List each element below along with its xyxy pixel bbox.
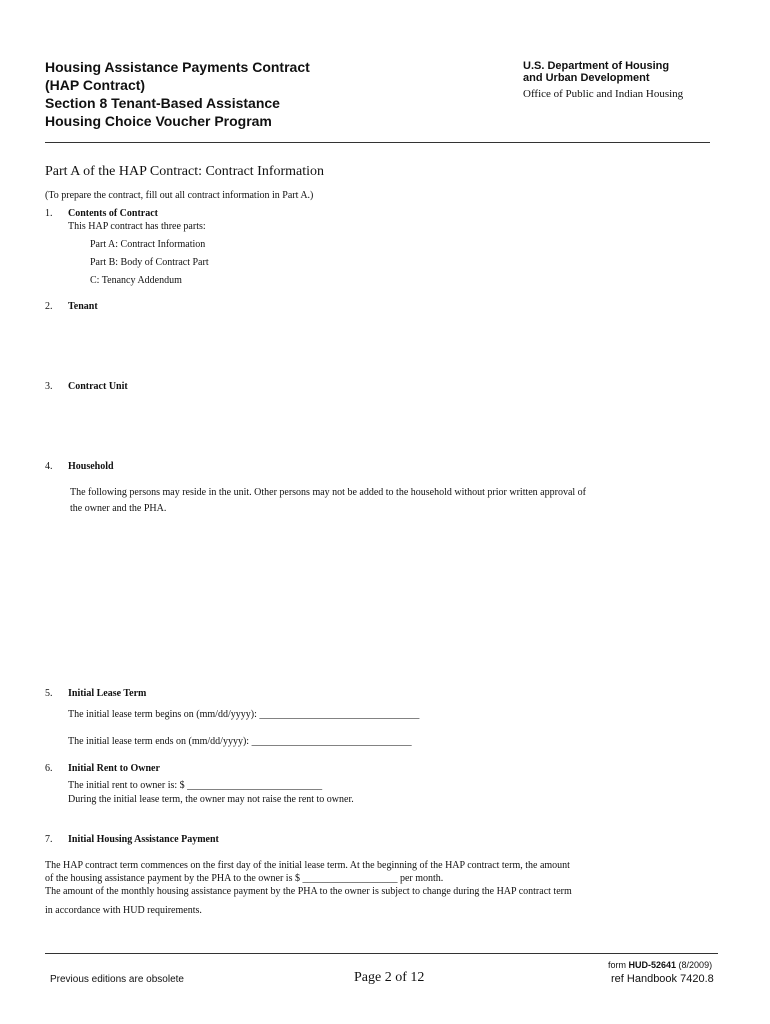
- section-2-title: Tenant: [68, 301, 98, 312]
- section-3-title: Contract Unit: [68, 381, 128, 392]
- section-3-number: 3.: [45, 381, 53, 392]
- section-4-title: Household: [68, 461, 114, 472]
- lease-begins-field[interactable]: The initial lease term begins on (mm/dd/yyyy): ________________________________: [68, 709, 420, 720]
- handbook-reference: ref Handbook 7420.8: [611, 973, 714, 985]
- office-name: Office of Public and Indian Housing: [523, 88, 684, 100]
- form-number: [608, 960, 712, 970]
- hap-text-line-3: The amount of the monthly housing assistance payment by the PHA to the owner is subject to change during the HAP contract term: [45, 886, 572, 897]
- section-7-title: Initial Housing Assistance Payment: [68, 834, 219, 845]
- section-5-title: Initial Lease Term: [68, 688, 147, 699]
- part-a-instruction: (To prepare the contract, fill out all contract information in Part A.): [45, 190, 314, 201]
- contract-part-a: Part A: Contract Information: [90, 239, 206, 250]
- section-6-title: Initial Rent to Owner: [68, 763, 160, 774]
- part-a-heading: Part A of the HAP Contract: Contract Information: [45, 164, 325, 179]
- section-4-number: 4.: [45, 461, 53, 472]
- contract-part-b: Part B: Body of Contract Part: [90, 257, 209, 268]
- household-text-line-2: the owner and the PHA.: [70, 503, 167, 514]
- hap-text-line-2-amount-field[interactable]: of the housing assistance payment by the PHA to the owner is $ ___________________ per month.: [45, 873, 444, 884]
- contract-part-c: C: Tenancy Addendum: [90, 275, 182, 286]
- initial-rent-field[interactable]: The initial rent to owner is: $ ___________________________: [68, 780, 323, 791]
- hap-text-line-1: The HAP contract term commences on the first day of the initial lease term. At the beginning of the HAP contract term, the amount: [45, 860, 570, 871]
- section-1-intro: This HAP contract has three parts:: [68, 221, 206, 232]
- title-line-2: (HAP Contract): [45, 77, 146, 93]
- section-6-number: 6.: [45, 763, 53, 774]
- lease-ends-field[interactable]: The initial lease term ends on (mm/dd/yyyy): ________________________________: [68, 736, 412, 747]
- form-prefix: form: [608, 960, 629, 970]
- obsolete-notice: Previous editions are obsolete: [50, 974, 184, 985]
- section-2-number: 2.: [45, 301, 53, 312]
- contract-title: [45, 58, 310, 130]
- section-1-number: 1.: [45, 208, 53, 219]
- title-line-4: Housing Choice Voucher Program: [45, 113, 272, 129]
- page-number: Page 2 of 12: [354, 970, 425, 985]
- header-divider: [45, 142, 710, 143]
- footer-divider: [45, 953, 718, 954]
- form-date: (8/2009): [676, 960, 713, 970]
- household-text-line-1: The following persons may reside in the unit. Other persons may not be added to the household without prior written approval of: [70, 487, 587, 498]
- agency-line-1: U.S. Department of Housing: [523, 60, 670, 72]
- hap-text-line-4: in accordance with HUD requirements.: [45, 905, 202, 916]
- agency-block: [523, 60, 683, 100]
- section-5-number: 5.: [45, 688, 53, 699]
- agency-line-2: and Urban Development: [523, 72, 650, 84]
- section-1-title: Contents of Contract: [68, 208, 158, 219]
- title-line-3: Section 8 Tenant-Based Assistance: [45, 95, 280, 111]
- form-id: HUD-52641: [628, 960, 677, 970]
- no-raise-text: During the initial lease term, the owner may not raise the rent to owner.: [68, 794, 354, 805]
- section-7-number: 7.: [45, 834, 53, 845]
- title-line-1: Housing Assistance Payments Contract: [45, 59, 310, 75]
